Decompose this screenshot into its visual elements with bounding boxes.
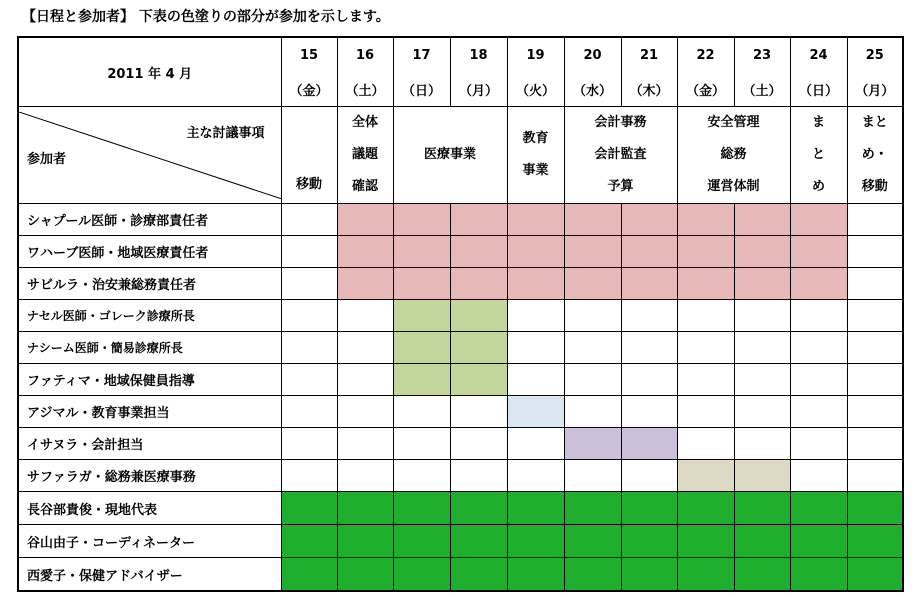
topic-line: まと — [861, 115, 888, 130]
participant-row — [18, 300, 903, 332]
attendance-cell-filled — [564, 268, 621, 300]
attendance-cell-filled — [393, 525, 450, 558]
attendance-cell-filled — [790, 268, 847, 300]
schedule-table — [17, 36, 904, 592]
attendance-cell-empty — [337, 460, 393, 492]
attendance-cell-filled — [677, 204, 734, 236]
attendance-cell-empty — [790, 396, 847, 428]
attendance-cell-filled — [621, 525, 677, 558]
weekday-cell: （土） — [337, 72, 393, 107]
attendance-cell-empty — [677, 300, 734, 332]
attendance-cell-filled — [507, 236, 564, 268]
topic-line: 運営体制 — [707, 179, 760, 194]
date-cell: 18 — [450, 37, 507, 72]
attendance-cell-empty — [847, 364, 903, 396]
attendance-cell-empty — [393, 428, 450, 460]
attendance-cell-empty — [734, 428, 790, 460]
date-cell: 20 — [564, 37, 621, 72]
topic-cell — [281, 107, 337, 204]
topic-cell — [507, 107, 564, 204]
attendance-cell-empty — [847, 300, 903, 332]
participant-row — [18, 332, 903, 364]
attendance-cell-filled — [734, 460, 790, 492]
attendance-cell-empty — [507, 300, 564, 332]
attendance-cell-empty — [847, 460, 903, 492]
attendance-cell-empty — [337, 364, 393, 396]
attendance-cell-empty — [281, 396, 337, 428]
topic-cell — [393, 107, 507, 204]
attendance-cell-filled — [393, 558, 450, 592]
weekday-cell: （月） — [450, 72, 507, 107]
corner-topic-label: 主な討議事項 — [186, 125, 265, 141]
attendance-cell-filled — [564, 428, 621, 460]
attendance-cell-filled — [450, 332, 507, 364]
attendance-cell-empty — [450, 396, 507, 428]
topic-cell — [564, 107, 677, 204]
attendance-cell-empty — [450, 428, 507, 460]
attendance-cell-filled — [450, 364, 507, 396]
date-cell: 19 — [507, 37, 564, 72]
corner-header-cell — [18, 107, 281, 204]
weekday-cell: （金） — [677, 72, 734, 107]
attendance-cell-filled — [281, 558, 337, 592]
attendance-cell-empty — [621, 364, 677, 396]
topic-row — [18, 107, 903, 204]
participant-row — [18, 460, 903, 492]
attendance-cell-filled — [281, 492, 337, 525]
participant-row — [18, 204, 903, 236]
attendance-cell-empty — [337, 428, 393, 460]
attendance-cell-filled — [450, 558, 507, 592]
topic-cell — [337, 107, 393, 204]
topic-line: と — [811, 147, 825, 162]
topic-cell — [677, 107, 790, 204]
topic-line: め・ — [861, 147, 888, 162]
attendance-cell-empty — [734, 364, 790, 396]
attendance-cell-empty — [677, 428, 734, 460]
attendance-cell-empty — [847, 428, 903, 460]
attendance-cell-empty — [507, 460, 564, 492]
attendance-cell-filled — [507, 268, 564, 300]
attendance-cell-filled — [564, 558, 621, 592]
attendance-cell-empty — [281, 332, 337, 364]
topic-line: 移動 — [861, 179, 888, 194]
attendance-cell-filled — [677, 525, 734, 558]
participant-name: アジマル・教育事業担当 — [18, 396, 281, 428]
attendance-cell-empty — [734, 332, 790, 364]
attendance-cell-filled — [677, 268, 734, 300]
schedule-body — [18, 37, 903, 591]
attendance-cell-empty — [677, 396, 734, 428]
topic-line: 会計事務 — [594, 115, 647, 130]
attendance-cell-filled — [564, 525, 621, 558]
attendance-cell-filled — [393, 492, 450, 525]
weekday-cell: （月） — [847, 72, 903, 107]
participant-row — [18, 558, 903, 592]
date-cell: 23 — [734, 37, 790, 72]
participant-name: サビルラ・治安兼総務責任者 — [18, 268, 281, 300]
topic-line: 教育 — [522, 131, 549, 146]
topic-line: 医療事業 — [423, 147, 476, 162]
attendance-cell-empty — [564, 364, 621, 396]
attendance-cell-empty — [790, 300, 847, 332]
weekday-cell: （金） — [281, 72, 337, 107]
attendance-cell-empty — [564, 332, 621, 364]
attendance-cell-filled — [393, 332, 450, 364]
attendance-cell-filled — [621, 204, 677, 236]
attendance-cell-filled — [393, 236, 450, 268]
attendance-cell-empty — [847, 236, 903, 268]
attendance-cell-empty — [507, 428, 564, 460]
attendance-cell-empty — [847, 268, 903, 300]
attendance-cell-empty — [847, 204, 903, 236]
attendance-cell-filled — [734, 525, 790, 558]
attendance-cell-filled — [450, 492, 507, 525]
participant-row — [18, 428, 903, 460]
participant-name: ファティマ・地域保健員指導 — [18, 364, 281, 396]
participant-name: ナセル医師・ゴレーク診療所長 — [18, 300, 281, 332]
topic-line: 総務 — [720, 147, 747, 162]
attendance-cell-filled — [621, 428, 677, 460]
attendance-cell-empty — [734, 300, 790, 332]
attendance-cell-filled — [507, 204, 564, 236]
participant-name: シャプール医師・診療部責任者 — [18, 204, 281, 236]
participant-row — [18, 525, 903, 558]
attendance-cell-filled — [734, 558, 790, 592]
attendance-cell-filled — [564, 492, 621, 525]
attendance-cell-empty — [507, 332, 564, 364]
weekday-cell: （木） — [621, 72, 677, 107]
attendance-cell-empty — [337, 396, 393, 428]
attendance-cell-empty — [281, 364, 337, 396]
topic-line: 確認 — [351, 179, 378, 194]
date-cell: 16 — [337, 37, 393, 72]
attendance-cell-empty — [564, 460, 621, 492]
attendance-cell-filled — [507, 492, 564, 525]
topic-line: 全体 — [351, 115, 378, 130]
attendance-cell-empty — [450, 460, 507, 492]
participant-name: 長谷部貴俊・現地代表 — [18, 492, 281, 525]
attendance-cell-filled — [847, 492, 903, 525]
participant-row — [18, 364, 903, 396]
weekday-cell: （日） — [393, 72, 450, 107]
attendance-cell-empty — [790, 428, 847, 460]
topic-line: ま — [811, 115, 825, 130]
attendance-cell-filled — [734, 492, 790, 525]
attendance-cell-empty — [281, 300, 337, 332]
attendance-cell-filled — [621, 558, 677, 592]
table-caption: 【日程と参加者】 下表の色塗りの部分が参加を示します。 — [22, 9, 390, 25]
attendance-cell-filled — [450, 236, 507, 268]
weekday-cell: （水） — [564, 72, 621, 107]
attendance-cell-empty — [281, 460, 337, 492]
attendance-cell-empty — [621, 396, 677, 428]
attendance-cell-filled — [790, 204, 847, 236]
date-cell: 24 — [790, 37, 847, 72]
attendance-cell-filled — [677, 236, 734, 268]
attendance-cell-filled — [790, 525, 847, 558]
participant-row — [18, 268, 903, 300]
attendance-cell-empty — [621, 460, 677, 492]
attendance-cell-filled — [564, 204, 621, 236]
attendance-cell-filled — [393, 364, 450, 396]
attendance-cell-empty — [507, 364, 564, 396]
attendance-cell-filled — [393, 268, 450, 300]
participant-name: ワハーブ医師・地域医療責任者 — [18, 236, 281, 268]
attendance-cell-empty — [847, 396, 903, 428]
attendance-cell-empty — [564, 300, 621, 332]
attendance-cell-filled — [337, 525, 393, 558]
weekday-cell: （土） — [734, 72, 790, 107]
participant-row — [18, 396, 903, 428]
participant-name: 西愛子・保健アドバイザー — [18, 558, 281, 592]
attendance-cell-empty — [677, 364, 734, 396]
attendance-cell-filled — [621, 268, 677, 300]
attendance-cell-filled — [734, 204, 790, 236]
attendance-cell-empty — [790, 332, 847, 364]
attendance-cell-empty — [393, 396, 450, 428]
topic-line: 安全管理 — [707, 115, 760, 130]
attendance-cell-filled — [450, 204, 507, 236]
attendance-cell-empty — [337, 300, 393, 332]
date-row — [18, 37, 903, 72]
participant-row — [18, 236, 903, 268]
attendance-cell-filled — [450, 300, 507, 332]
attendance-cell-empty — [790, 364, 847, 396]
date-cell: 15 — [281, 37, 337, 72]
topic-cell — [790, 107, 847, 204]
topic-line: 予算 — [607, 179, 634, 194]
topic-cell — [847, 107, 903, 204]
attendance-cell-empty — [564, 396, 621, 428]
attendance-cell-filled — [337, 558, 393, 592]
attendance-cell-empty — [281, 428, 337, 460]
participant-name: イサヌラ・会計担当 — [18, 428, 281, 460]
attendance-cell-empty — [281, 236, 337, 268]
attendance-cell-filled — [393, 300, 450, 332]
topic-line: め — [811, 179, 825, 194]
attendance-cell-filled — [507, 558, 564, 592]
corner-participants-label: 参加者 — [27, 151, 67, 167]
attendance-cell-filled — [621, 236, 677, 268]
attendance-cell-filled — [790, 236, 847, 268]
attendance-cell-filled — [337, 236, 393, 268]
date-cell: 17 — [393, 37, 450, 72]
attendance-cell-filled — [337, 204, 393, 236]
attendance-cell-empty — [621, 332, 677, 364]
topic-line: 会計監査 — [594, 147, 647, 162]
attendance-cell-filled — [450, 525, 507, 558]
topic-line: 事業 — [522, 163, 549, 178]
topic-line: 移動 — [295, 176, 322, 192]
attendance-cell-filled — [847, 525, 903, 558]
topic-line: 議題 — [351, 147, 378, 162]
attendance-cell-filled — [734, 236, 790, 268]
attendance-cell-filled — [677, 492, 734, 525]
attendance-cell-filled — [337, 492, 393, 525]
attendance-cell-empty — [281, 204, 337, 236]
attendance-cell-empty — [281, 268, 337, 300]
participant-name: ナシーム医師・簡易診療所長 — [18, 332, 281, 364]
weekday-cell: （日） — [790, 72, 847, 107]
attendance-cell-filled — [734, 268, 790, 300]
attendance-cell-filled — [790, 558, 847, 592]
attendance-cell-empty — [677, 332, 734, 364]
attendance-cell-empty — [337, 332, 393, 364]
participant-name: サファラガ・総務兼医療事務 — [18, 460, 281, 492]
attendance-cell-empty — [621, 300, 677, 332]
weekday-cell: （火） — [507, 72, 564, 107]
participant-row — [18, 492, 903, 525]
attendance-cell-empty — [847, 332, 903, 364]
attendance-cell-filled — [393, 204, 450, 236]
date-cell: 22 — [677, 37, 734, 72]
attendance-cell-filled — [847, 558, 903, 592]
attendance-cell-empty — [393, 460, 450, 492]
attendance-cell-filled — [790, 492, 847, 525]
attendance-cell-filled — [337, 268, 393, 300]
attendance-cell-filled — [564, 236, 621, 268]
attendance-cell-empty — [790, 460, 847, 492]
attendance-cell-empty — [734, 396, 790, 428]
participant-name: 谷山由子・コーディネーター — [18, 525, 281, 558]
attendance-cell-filled — [621, 492, 677, 525]
attendance-cell-filled — [507, 396, 564, 428]
attendance-cell-filled — [450, 268, 507, 300]
date-cell: 21 — [621, 37, 677, 72]
month-label: 2011 年 4 月 — [18, 37, 281, 107]
attendance-cell-filled — [281, 525, 337, 558]
attendance-cell-filled — [677, 460, 734, 492]
attendance-cell-filled — [677, 558, 734, 592]
attendance-cell-filled — [507, 525, 564, 558]
date-cell: 25 — [847, 37, 903, 72]
